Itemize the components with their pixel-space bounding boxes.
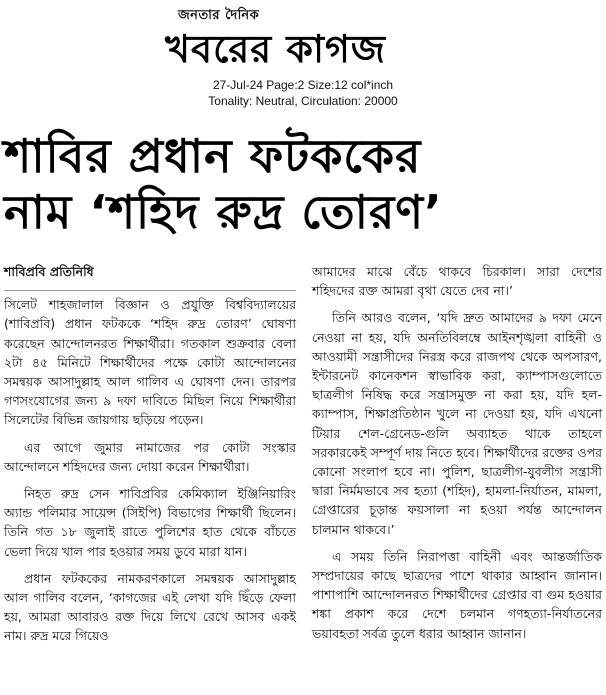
clipping-meta-tonality: Tonality: Neutral, Circulation: 20000 [208, 94, 398, 108]
byline: শাবিপ্রবি প্রতিনিধি [4, 264, 94, 279]
masthead-tagline: জনতার দৈনিক [178, 8, 260, 23]
paragraph: প্রধান ফটককের নামকরণকালে সমন্বয়ক আসাদুল্লাহ আল গালিব বলেন, ‘কাগজের এই লেখা যদি ছিঁড়ে ফেলা হয়, আমরা আবারও রক্ত দিয়ে লিখে রেখে আসব একই নাম। রুদ্র মরে গিয়েও [4, 570, 296, 644]
paragraph: সিলেট শাহজালাল বিজ্ঞান ও প্রযুক্তি বিশ্ববিদ্যালয়ের (শাবিপ্রবি) প্রধান ফটককে ‘শহিদ রুদ্র তোরণ’ ঘোষণা করেছেন আন্দোলনরত শিক্ষার্থীরা। গতকাল শুক্রবার বেলা ২টা ৪৫ মিনিটে শিক্ষার্থীদের পক্ষে কোটা আন্দোলনের সমন্বয়ক আসাদুল্লাহ আল গালিব এ ঘোষণা দেন। তারপর গণসংযোগের জন্য ৯ দফা দাবিতে মিছিল নিয়ে শিক্ষার্থীরা সিলেটের বিভিন্ন জায়গায় ছড়িয়ে পড়েন। [4, 297, 296, 428]
article-column-left [4, 262, 296, 646]
newspaper-logo: খবরের কাগজ [165, 27, 386, 71]
headline-line-1: শাবির প্রধান ফটককের [4, 129, 422, 183]
headline-line-2: নাম ‘শহিদ রুদ্র তোরণ’ [4, 185, 443, 239]
paragraph: আমাদের মাঝে বেঁচে থাকবে চিরকাল। সারা দেশের শহিদদের রক্ত আমরা বৃথা যেতে দেব না।’ [312, 264, 602, 299]
paragraph: নিহত রুদ্র সেন শাবিপ্রবির কেমিক্যাল ইঞ্জিনিয়ারিং অ্যান্ড পলিমার সায়েন্স (সিইপি) বিভাগের শিক্ষার্থী ছিলেন। তিনি গত ১৮ জুলাই রাতে পুলিশের হাত থেকে বাঁচতে ভেলা দিয়ে খাল পার হওয়ার সময় ডুবে মারা যান। [4, 486, 296, 559]
article-headline [4, 128, 602, 240]
paragraph: তিনি আরও বলেন, ‘যদি দ্রুত আমাদের ৯ দফা মেনে নেওয়া না হয়, যদি অনতিবিলম্বে আইনশৃঙ্খলা বাহিনী ও আওয়ামী সন্ত্রাসীদের নিরস্ত্র করে রাজপথ থেকে অপসারণ, ইন্টারনেট কানেকশন স্বাভাবিক করা, ক্যাম্পাসগুলোতে ছাত্রলীগ নিষিদ্ধ করে সন্ত্রাসমুক্ত না করা হয়, যদি হল-ক্যাম্পাস, শিক্ষাপ্রতিষ্ঠান খুলে না দেওয়া হয়, যদি এখনো টিয়ার শেল-গ্রেনেড-গুলি অব্যাহত থাকে তাহলে সরকারকেই সম্পূর্ণ দায় নিতে হবে। শিক্ষার্থীদের রক্তের ওপর কোনো সংলাপ হবে না। পুলিশ, ছাত্রলীগ-যুবলীগ সন্ত্রাসী দ্বারা নির্মমভাবে সব হত্যা (শহিদ), হামলা-নির্যাতন, মামলা, গ্রেপ্তারের চূড়ান্ত ফয়সালা না হওয়া পর্যন্ত আন্দোলন চালমান থাকবে।’ [312, 310, 602, 537]
paragraph: এর আগে জুমার নামাজের পর কোটা সংস্কার আন্দোলনে শহিদদের জন্য দোয়া করেন শিক্ষার্থীরা। [4, 439, 296, 474]
clipping-meta-date-size: 27-Jul-24 Page:2 Size:12 col*inch [212, 78, 394, 92]
article-column-right [312, 262, 602, 643]
paragraph: এ সময় তিনি নিরাপত্তা বাহিনী এবং আন্তর্জাতিক সম্প্রদায়ের কাছে ছাত্রদের পাশে থাকার আহ্বান জানান। পাশাপাশি আন্দোলনরত শিক্ষার্থীদের গ্রেপ্তার বা গুম হওয়ার শঙ্কা প্রকাশ করে দেশে চলমান গণহত্যা-নির্যাতনের ভয়াবহতা সর্বত্র তুলে ধরার আহ্বান জানান। [312, 548, 602, 641]
byline-divider [4, 290, 296, 291]
